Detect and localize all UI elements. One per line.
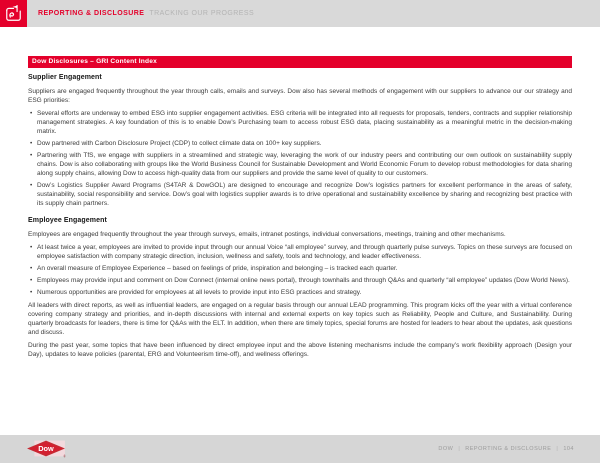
registered-mark: ® — [63, 454, 66, 459]
supplier-bullet-2: • Dow partnered with Carbon Disclosure Project (CDP) to collect climate data on 100+ key suppliers. — [37, 139, 572, 148]
supplier-intro-paragraph: Suppliers are engaged frequently throughout the year through calls, emails and surveys. Dow also has several methods of engagement with our suppliers to advance our our strategy and ESG priorities: — [28, 88, 572, 104]
map-flag-icon — [4, 4, 23, 23]
employee-bullet-2: • An overall measure of Employee Experience – based on feelings of pride, inspiration and belonging – is tracked each quarter. — [37, 264, 572, 273]
dow-diamond-logo-icon — [26, 439, 66, 459]
footer-separator: | — [458, 446, 461, 452]
footer-separator: | — [556, 446, 559, 452]
supplier-bullet-1: • Several efforts are underway to embed ESG into supplier engagement activities. ESG criteria will be integrated into all requests for proposals, tenders, contracts and supplier relationship management strategies. A key foundation of this is to enable Dow’s Purchasing team to access robust ESG data, placing sustainability as a meaningful metric in the decision-making matrix. — [37, 109, 572, 136]
chapter-icon-tile — [0, 0, 27, 27]
footer-page-number: 104 — [563, 446, 574, 452]
employee-bullet-3: • Employees may provide input and comment on Dow Connect (internal online news portal), through townhalls and through Q&As and quarterly “all employee” updates (Dow World News). — [37, 276, 572, 285]
dow-diamond-logo — [26, 439, 66, 459]
supplier-engagement-heading: Supplier Engagement — [28, 74, 102, 81]
subsection-title: TRACKING OUR PROGRESS — [149, 10, 255, 17]
employee-engagement-heading: Employee Engagement — [28, 217, 107, 224]
page-header — [0, 0, 600, 27]
employee-intro-paragraph: Employees are engaged frequently throughout the year through surveys, emails, intranet postings, individual conversations, meetings, training and other mechanisms. — [28, 231, 506, 238]
footer-breadcrumb — [438, 446, 574, 452]
footer-section: REPORTING & DISCLOSURE — [465, 446, 552, 452]
footer-company: DOW — [438, 446, 454, 452]
supplier-bullet-3: • Partnering with TfS, we engage with suppliers in a streamlined and strategic way, leveraging the work of our industry peers and contributing our own outlook on sustainability supply chains. Dow is also collaborating with groups like the World Business Council for Sustainable Development and World Economic Forum to develop robust methodologies for data sharing along supply chains, allowing Dow to access high-quality data from our suppliers and provide the same level of quality to our customers. — [37, 151, 572, 178]
leaders-paragraph: All leaders with direct reports, as well as influential leaders, are engaged on a regular basis through our annual LEAD programming. This program kicks off the year with a virtual conference covering company strategy and priorities, and in-depth discussions with internal and external experts on key topics such as Reliability, People and Culture, and Sustainability. During quarterly broadcasts for leaders, there is time for Q&As with the ELT. In addition, when there are timely topics, special forums are hosted for leaders to hear about the updates, ask questions and discuss. — [28, 302, 572, 336]
employee-bullet-4: • Numerous opportunities are provided for employees at all levels to provide input into ESG practices and strategy. — [37, 288, 572, 297]
banner-title: Dow Disclosures – GRI Content Index — [28, 56, 572, 68]
employee-bullet-list — [28, 243, 572, 297]
dow-logo-wordmark: Dow — [38, 444, 54, 454]
topics-paragraph: During the past year, some topics that have been influenced by direct employee input and the above listening mechanisms include the company’s work flexibility approach (Design your Day), updates to leave policies (parental, ERG and Volunteerism time-off), and wellness offerings. — [28, 342, 572, 358]
employee-bullet-1: • At least twice a year, employees are invited to provide input through our annual Voice “all employee” survey, and through quarterly pulse surveys. Topics on these surveys are focused on employee satisfaction with company strategic direction, inclusion, wellness and safety, tools and technology, and leader effectiveness. — [37, 243, 572, 261]
section-title: REPORTING & DISCLOSURE — [38, 10, 145, 17]
supplier-bullet-list — [28, 109, 572, 208]
page-content — [28, 56, 572, 363]
page-footer — [0, 435, 600, 463]
supplier-bullet-4: • Dow’s Logistics Supplier Award Programs (S4TAR & DowGOL) are designed to encourage and recognize Dow’s logistics partners for excellent performance in the areas of safety, sustainability, social responsibility and service. Dow’s goal with logistics supplier awards is to drive operational and sustainability excellence by sharing and recognizing best practice with its supply chain partners. — [37, 181, 572, 208]
